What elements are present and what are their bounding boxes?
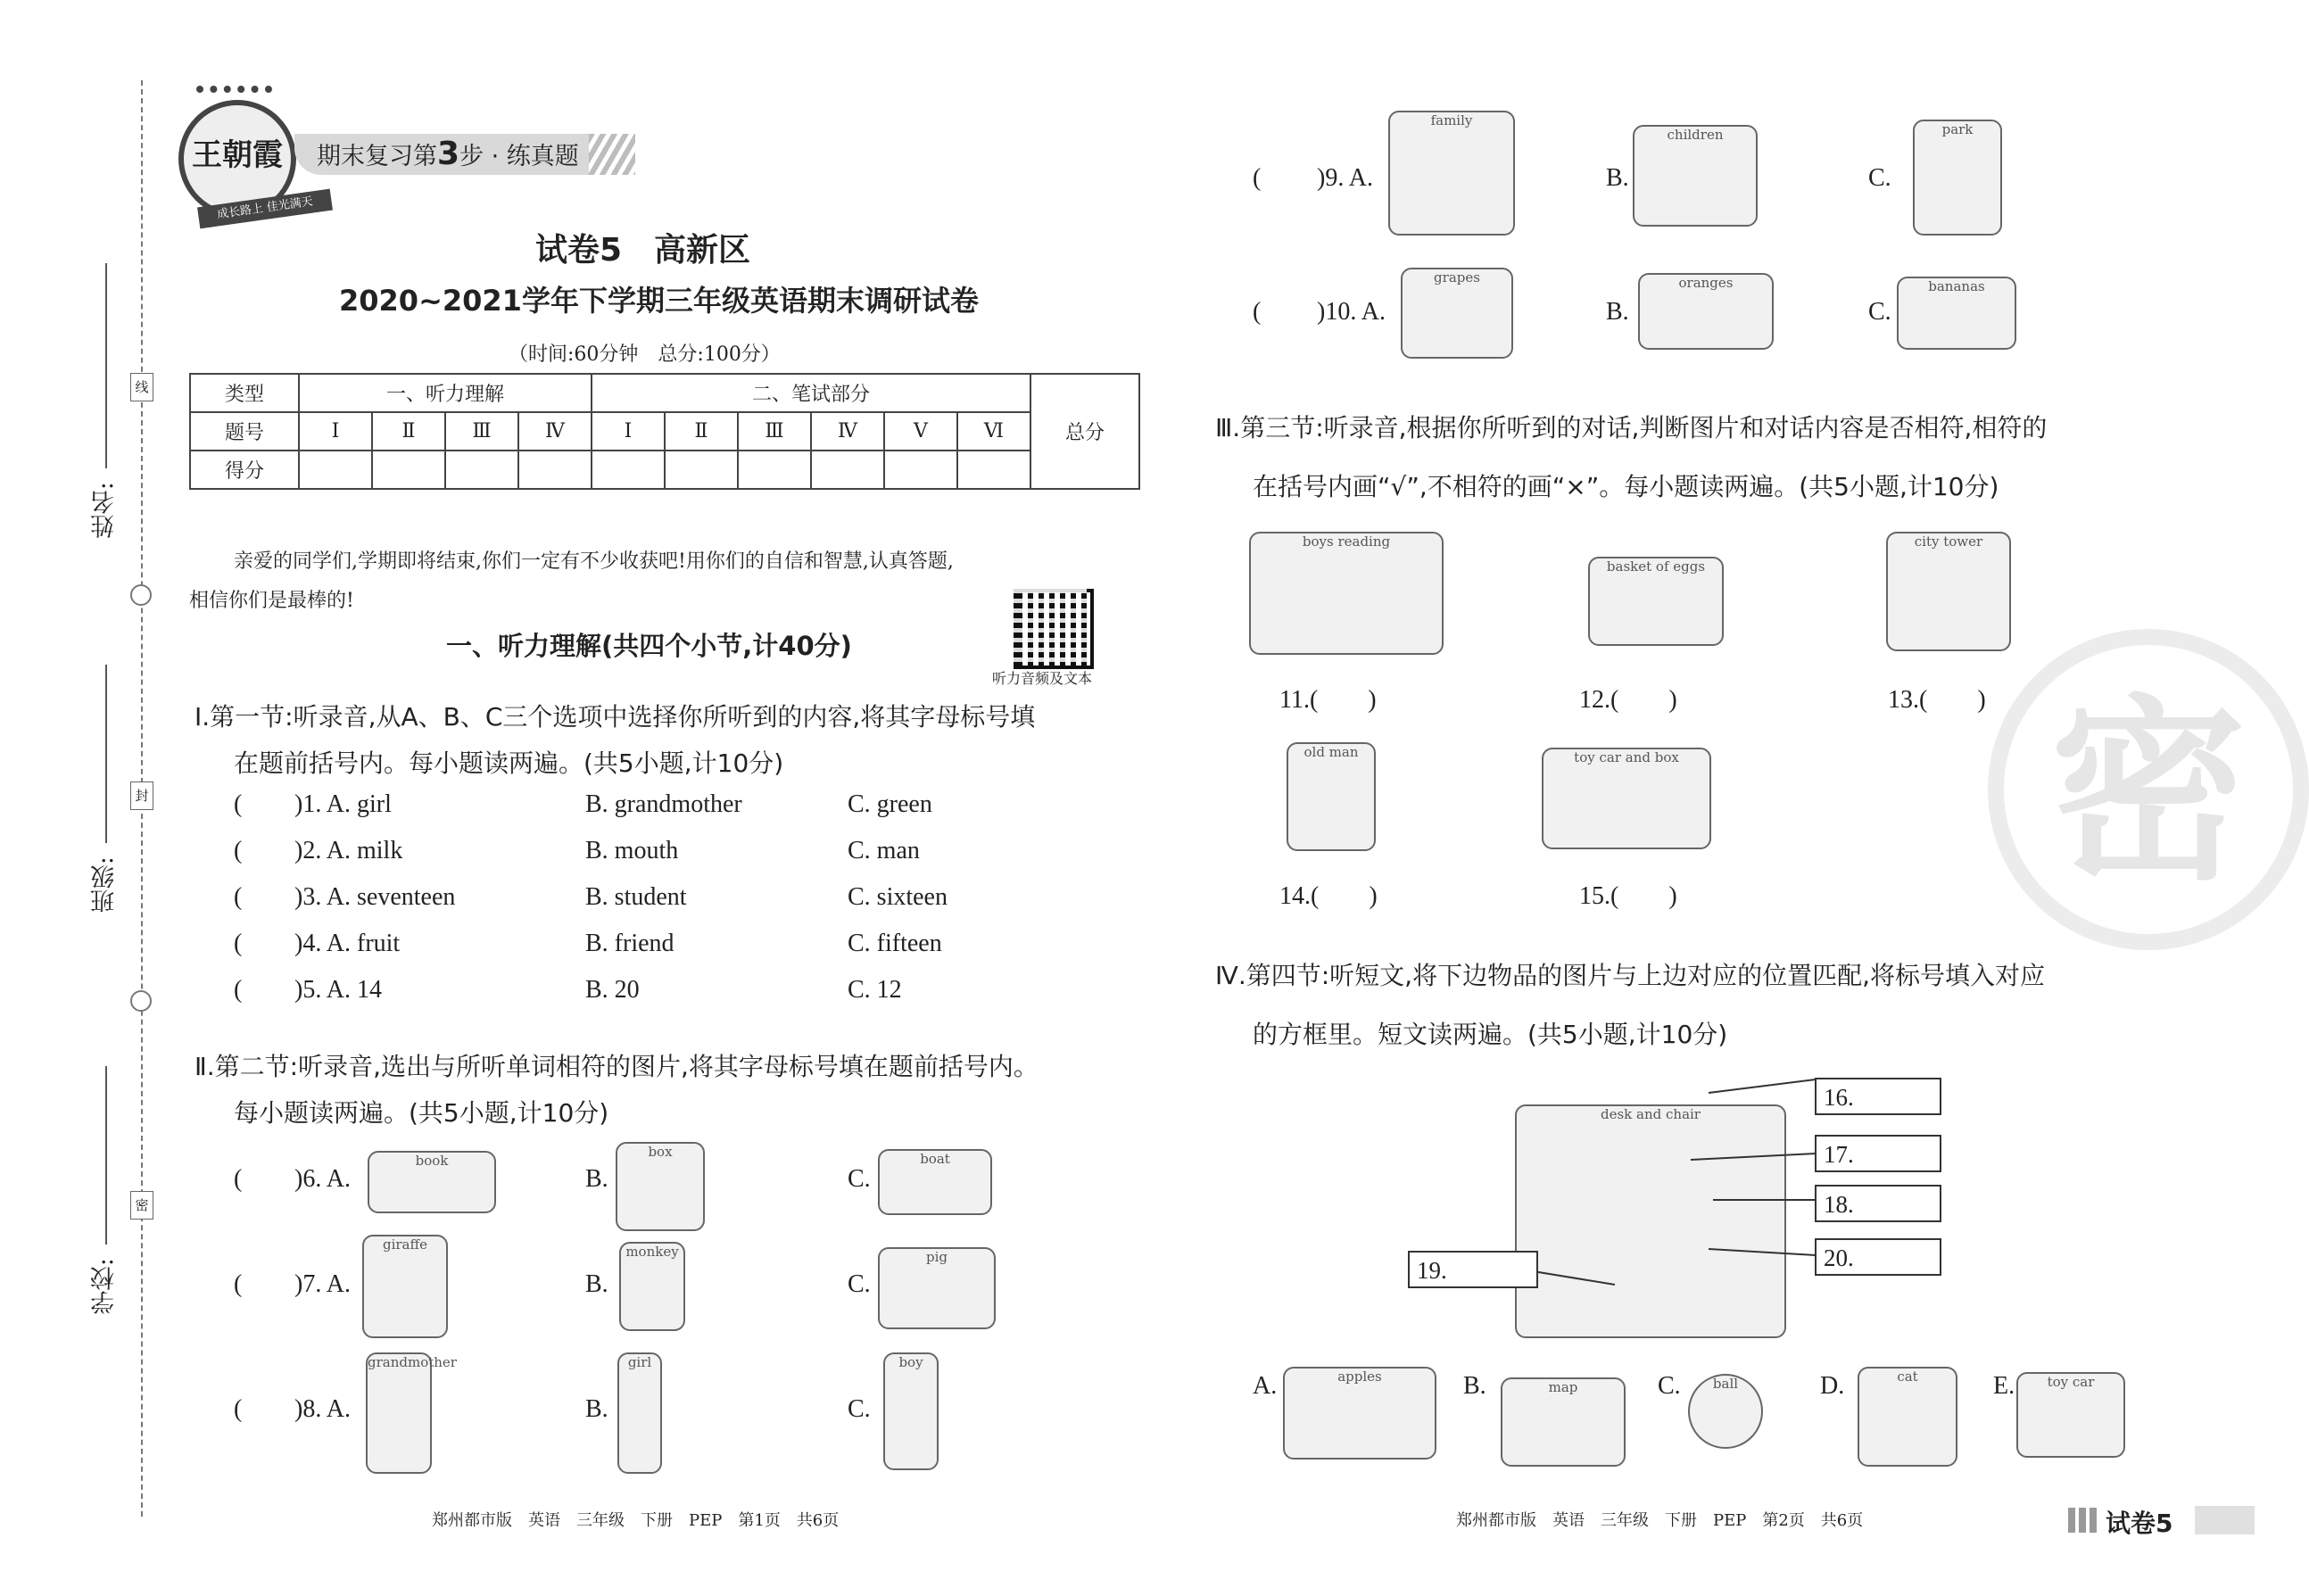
logo-ribbon: 成长路上 佳光满天: [197, 189, 333, 229]
footer-left: 郑州都市版 英语 三年级 下册 PEP 第1页 共6页: [432, 1511, 840, 1530]
answer-paren-2[interactable]: (: [234, 837, 243, 864]
q11-answer[interactable]: 11.( ): [1279, 686, 1377, 714]
section1-title: 一、听力理解(共四个小节,计40分): [446, 631, 852, 661]
cell-part1: 一、听力理解: [299, 374, 592, 412]
q1-option-c: C. green: [848, 790, 932, 818]
q3-option-b: B. student: [585, 883, 687, 911]
part1-instruction-2: 在题前括号内。每小题读两遍。(共5小题,计10分): [234, 748, 784, 778]
score-input-cell[interactable]: [665, 451, 738, 489]
box-18[interactable]: 18.: [1815, 1185, 1941, 1222]
part3-instruction-1: Ⅲ.第三节:听录音,根据你所听到的对话,判断图片和对话内容是否相符,相符的: [1215, 413, 2048, 442]
cell-p2-num: Ⅲ: [738, 412, 811, 451]
seal-circle: [130, 584, 152, 606]
exam-tag: 试卷5: [2106, 1509, 2173, 1538]
banner-step: 3: [437, 136, 460, 172]
cell-p2-num: Ⅵ: [957, 412, 1030, 451]
time-info: （时间:60分钟 总分:100分）: [509, 343, 781, 366]
q8-label-b: B.: [585, 1395, 608, 1423]
score-table: [189, 373, 1140, 490]
map-picture: map: [1501, 1377, 1626, 1467]
q15-answer[interactable]: 15.( ): [1579, 882, 1677, 910]
part4-instruction-1: Ⅳ.第四节:听短文,将下边物品的图片与上边对应的位置匹配,将标号填入对应: [1215, 961, 2045, 990]
apples-picture: apples: [1283, 1367, 1436, 1460]
answer-paren-7[interactable]: (: [234, 1270, 243, 1298]
cell-p2-num: Ⅴ: [884, 412, 957, 451]
footer-squares: [2068, 1508, 2100, 1533]
cell-type-header: 类型: [190, 374, 299, 412]
answer-paren-10[interactable]: (: [1253, 298, 1262, 326]
q4-option-c: C. fifteen: [848, 930, 942, 957]
cell-p2-num: Ⅳ: [811, 412, 884, 451]
brand-logo: 王朝霞: [178, 100, 296, 218]
bananas-picture: bananas: [1897, 277, 2016, 350]
answer-paren-3[interactable]: (: [234, 883, 243, 911]
q2-option-a: )2. A. milk: [294, 837, 403, 864]
q4-option-a: )4. A. fruit: [294, 930, 401, 957]
q12-answer[interactable]: 12.( ): [1579, 686, 1677, 714]
box-19[interactable]: 19.: [1408, 1251, 1538, 1288]
children-picture: children: [1633, 125, 1758, 227]
answer-paren-9[interactable]: (: [1253, 164, 1262, 192]
score-input-cell[interactable]: [299, 451, 372, 489]
q7-label-c: C.: [848, 1270, 871, 1298]
q13-answer[interactable]: 13.( ): [1888, 686, 1986, 714]
seal-char-mi: 密: [130, 1191, 153, 1220]
q4-option-b: B. friend: [585, 930, 674, 957]
cell-p1-num: Ⅱ: [372, 412, 445, 451]
pig-picture: pig: [878, 1247, 996, 1329]
banner-suffix: 步 · 练真题: [459, 143, 579, 170]
cell-score-header: 得分: [190, 451, 299, 489]
answer-paren-8[interactable]: (: [234, 1395, 243, 1423]
intro-line1: 亲爱的同学们,学期即将结束,你们一定有不少收获吧!用你们的自信和智慧,认真答题,: [234, 550, 954, 573]
cell-num-header: 题号: [190, 412, 299, 451]
seal-circle: [130, 990, 152, 1012]
cell-p1-num: Ⅰ: [299, 412, 372, 451]
part2-instruction-2: 每小题读两遍。(共5小题,计10分): [234, 1098, 609, 1128]
ball-picture: ball: [1688, 1374, 1763, 1449]
toy-car-picture: toy car: [2016, 1372, 2125, 1458]
cell-p1-num: Ⅳ: [518, 412, 592, 451]
score-input-cell[interactable]: [957, 451, 1030, 489]
footer-right: 郑州都市版 英语 三年级 下册 PEP 第2页 共6页: [1456, 1511, 1864, 1530]
score-input-cell[interactable]: [811, 451, 884, 489]
q10-label-a: )10. A.: [1317, 298, 1386, 326]
school-underline: [105, 1066, 107, 1245]
q5-option-a: )5. A. 14: [294, 976, 382, 1004]
q8-label-a: )8. A.: [294, 1395, 351, 1423]
seal-char-feng: 封: [130, 781, 153, 810]
q3-option-a: )3. A. seventeen: [294, 883, 456, 911]
exam-title: 试卷5 高新区: [535, 232, 751, 269]
q9-label-c: C.: [1868, 164, 1891, 192]
cell-p2-num: Ⅱ: [665, 412, 738, 451]
egg-basket-picture: basket of eggs: [1588, 557, 1724, 646]
boy-picture: boy: [883, 1352, 939, 1470]
q2-option-c: C. man: [848, 837, 920, 864]
q7-label-a: )7. A.: [294, 1270, 351, 1298]
part2-instruction-1: Ⅱ.第二节:听录音,选出与所听单词相符的图片,将其字母标号填在题前括号内。: [194, 1052, 1039, 1081]
box-picture: box: [616, 1142, 705, 1231]
girl-picture: girl: [617, 1352, 662, 1474]
seal-watermark: 密: [1988, 629, 2309, 950]
option-e-label: E.: [1993, 1372, 2015, 1400]
toy-car-box-picture: toy car and box: [1542, 748, 1711, 849]
box-20[interactable]: 20.: [1815, 1238, 1941, 1276]
class-label: 班级:: [91, 856, 119, 914]
score-input-cell[interactable]: [738, 451, 811, 489]
qr-code-pattern: [1014, 589, 1087, 662]
desk-chair-picture: desk and chair: [1515, 1104, 1786, 1338]
grandmother-picture: grandmother: [366, 1352, 432, 1474]
answer-paren-1[interactable]: (: [234, 790, 243, 818]
cat-picture: cat: [1858, 1367, 1957, 1467]
giraffe-picture: giraffe: [362, 1235, 448, 1338]
q1-option-b: B. grandmother: [585, 790, 742, 818]
exam-subtitle: 2020~2021学年下学期三年级英语期末调研试卷: [339, 284, 979, 318]
part1-instruction-1: Ⅰ.第一节:听录音,从A、B、C三个选项中选择你所听到的内容,将其字母标号填: [194, 702, 1036, 732]
score-input-cell[interactable]: [592, 451, 665, 489]
review-banner: [294, 134, 625, 175]
qr-caption: 听力音频及文本: [992, 670, 1093, 687]
option-c-label: C.: [1658, 1372, 1681, 1400]
old-man-picture: old man: [1287, 742, 1376, 851]
footer-tag-bar: [2195, 1506, 2255, 1534]
name-underline: [105, 263, 107, 468]
boys-reading-picture: boys reading: [1249, 532, 1444, 655]
answer-paren-5[interactable]: (: [234, 976, 243, 1004]
q10-label-c: C.: [1868, 298, 1891, 326]
score-input-cell[interactable]: [518, 451, 592, 489]
score-input-cell[interactable]: [372, 451, 445, 489]
option-d-label: D.: [1820, 1372, 1845, 1400]
q1-option-a: )1. A. girl: [294, 790, 392, 818]
monkey-picture: monkey: [619, 1242, 685, 1331]
cell-part2: 二、笔试部分: [592, 374, 1030, 412]
q3-option-c: C. sixteen: [848, 883, 948, 911]
q5-option-c: C. 12: [848, 976, 902, 1004]
banner-stripes: [589, 134, 635, 175]
q7-label-b: B.: [585, 1270, 608, 1298]
q14-answer[interactable]: 14.( ): [1279, 882, 1378, 910]
intro-line2: 相信你们是最棒的!: [189, 590, 354, 612]
park-picture: park: [1913, 120, 2002, 236]
option-b-label: B.: [1463, 1372, 1486, 1400]
answer-paren-6[interactable]: (: [234, 1165, 243, 1193]
school-label: 学校:: [91, 1258, 119, 1315]
box-16[interactable]: 16.: [1815, 1078, 1941, 1115]
q9-label-b: B.: [1606, 164, 1629, 192]
cell-p1-num: Ⅲ: [445, 412, 518, 451]
family-picture: family: [1388, 111, 1515, 236]
seal-char-xian: 线: [130, 373, 153, 401]
box-17[interactable]: 17.: [1815, 1135, 1941, 1172]
cell-total: 总分: [1030, 374, 1139, 489]
score-input-cell[interactable]: [884, 451, 957, 489]
part4-instruction-2: 的方框里。短文读两遍。(共5小题,计10分): [1253, 1020, 1728, 1049]
class-underline: [105, 665, 107, 843]
option-a-label: A.: [1253, 1372, 1278, 1400]
answer-paren-4[interactable]: (: [234, 930, 243, 957]
part3-instruction-2: 在括号内画“√”,不相符的画“×”。每小题读两遍。(共5小题,计10分): [1253, 472, 1999, 501]
q6-label-a: )6. A.: [294, 1165, 351, 1193]
city-tower-picture: city tower: [1886, 532, 2011, 651]
q6-label-b: B.: [585, 1165, 608, 1193]
q6-label-c: C.: [848, 1165, 871, 1193]
book-picture: book: [368, 1151, 496, 1213]
score-input-cell[interactable]: [445, 451, 518, 489]
oranges-picture: oranges: [1638, 273, 1774, 350]
q10-label-b: B.: [1606, 298, 1629, 326]
boat-picture: boat: [878, 1149, 992, 1215]
name-label: 姓名:: [91, 482, 119, 539]
cell-p2-num: Ⅰ: [592, 412, 665, 451]
q2-option-b: B. mouth: [585, 837, 679, 864]
grapes-picture: grapes: [1401, 268, 1513, 359]
q8-label-c: C.: [848, 1395, 871, 1423]
q5-option-b: B. 20: [585, 976, 640, 1004]
q9-label-a: )9. A.: [1317, 164, 1373, 192]
banner-prefix: 期末复习第: [317, 143, 437, 170]
